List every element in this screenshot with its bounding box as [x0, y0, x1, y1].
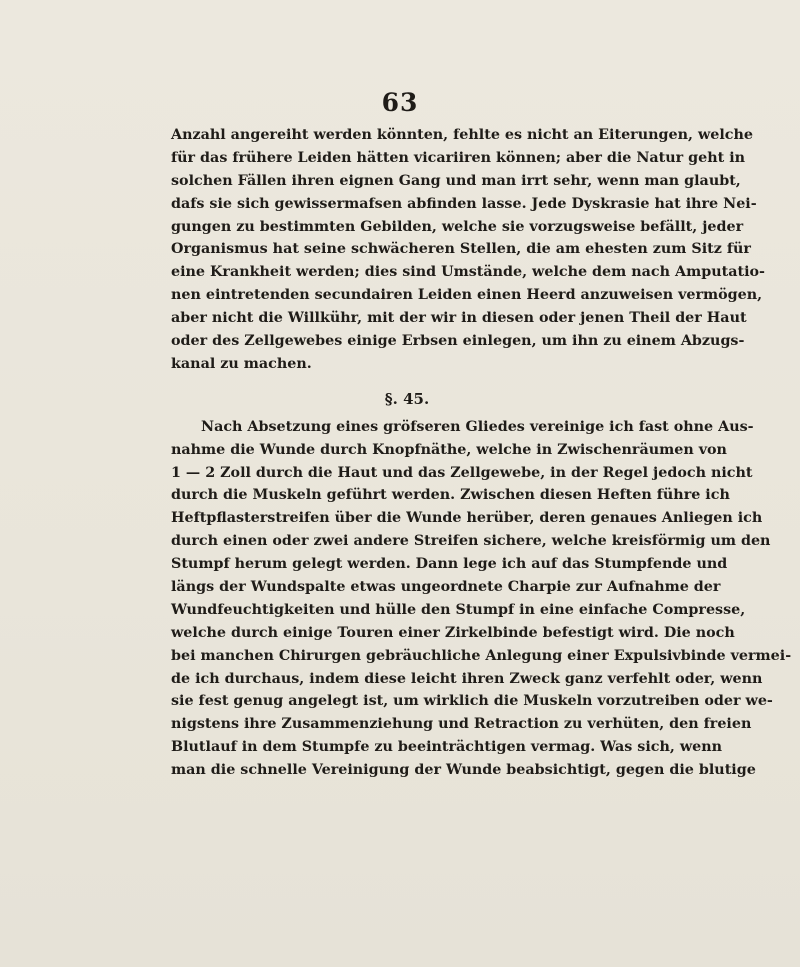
page-number: 63: [381, 88, 419, 117]
text-line: Heftpflasterstreifen über die Wunde herüber, deren genaues Anliegen ich: [171, 510, 763, 527]
text-line: kanal zu machen.: [171, 355, 312, 372]
text-line: durch einen oder zwei andere Streifen sichere, welche kreisförmig um den: [171, 533, 771, 550]
text-line: Organismus hat seine schwächeren Stellen, die am ehesten zum Sitz für: [171, 241, 751, 258]
body-text: [171, 124, 792, 782]
text-line: Nach Absetzung eines gröfseren Gliedes vereinige ich fast ohne Aus-: [201, 418, 754, 435]
text-line: nigstens ihre Zusammenziehung und Retraction zu verhüten, den freien: [171, 716, 752, 733]
text-line: welche durch einige Touren einer Zirkelbinde befestigt wird. Die noch: [171, 624, 735, 641]
text-line: für das frühere Leiden hätten vicariiren können; aber die Natur geht in: [171, 149, 746, 166]
paragraph-1: [171, 124, 765, 376]
text-line: durch die Muskeln geführt werden. Zwischen diesen Heften führe ich: [171, 487, 730, 504]
text-line: längs der Wundspalte etwas ungeordnete Charpie zur Aufnahme der: [171, 579, 721, 596]
text-line: Blutlauf in dem Stumpfe zu beeinträchtigen vermag. Was sich, wenn: [171, 739, 723, 756]
text-line: dafs sie sich gewissermafsen abfinden lasse. Jede Dyskrasie hat ihre Nei-: [171, 195, 757, 212]
section-heading: §. 45.: [384, 389, 430, 408]
text-line: 1 — 2 Zoll durch die Haut und das Zellgewebe, in der Regel jedoch nicht: [171, 464, 753, 481]
text-line: nahme die Wunde durch Knopfnäthe, welche in Zwischenräumen von: [171, 441, 727, 458]
text-line: oder des Zellgewebes einige Erbsen einlegen, um ihn zu einem Abzugs-: [171, 333, 745, 350]
text-line: Wundfeuchtigkeiten und hülle den Stumpf in eine einfache Compresse,: [171, 601, 746, 618]
text-line: de ich durchaus, indem diese leicht ihren Zweck ganz verfehlt oder, wenn: [171, 670, 763, 687]
text-line: Stumpf herum gelegt werden. Dann lege ich auf das Stumpfende und: [171, 556, 728, 573]
text-line: aber nicht die Willkühr, mit der wir in diesen oder jenen Theil der Haut: [171, 310, 747, 327]
text-line: man die schnelle Vereinigung der Wunde beabsichtigt, gegen die blutige: [171, 762, 756, 779]
text-line: gungen zu bestimmten Gebilden, welche sie vorzugsweise befällt, jeder: [171, 218, 744, 235]
text-line: eine Krankheit werden; dies sind Umstände, welche dem nach Amputatio-: [171, 264, 765, 281]
text-line: solchen Fällen ihren eignen Gang und man irrt sehr, wenn man glaubt,: [171, 172, 741, 189]
paragraph-2: [171, 416, 792, 782]
text-line: nen eintretenden secundairen Leiden einen Heerd anzuweisen vermögen,: [171, 287, 763, 304]
text-line: Anzahl angereiht werden könnten, fehlte es nicht an Eiterungen, welche: [171, 127, 753, 143]
text-line: bei manchen Chirurgen gebräuchliche Anlegung einer Expulsivbinde vermei-: [171, 647, 792, 664]
text-line: sie fest genug angelegt ist, um wirklich die Muskeln vorzutreiben oder we-: [171, 693, 773, 710]
